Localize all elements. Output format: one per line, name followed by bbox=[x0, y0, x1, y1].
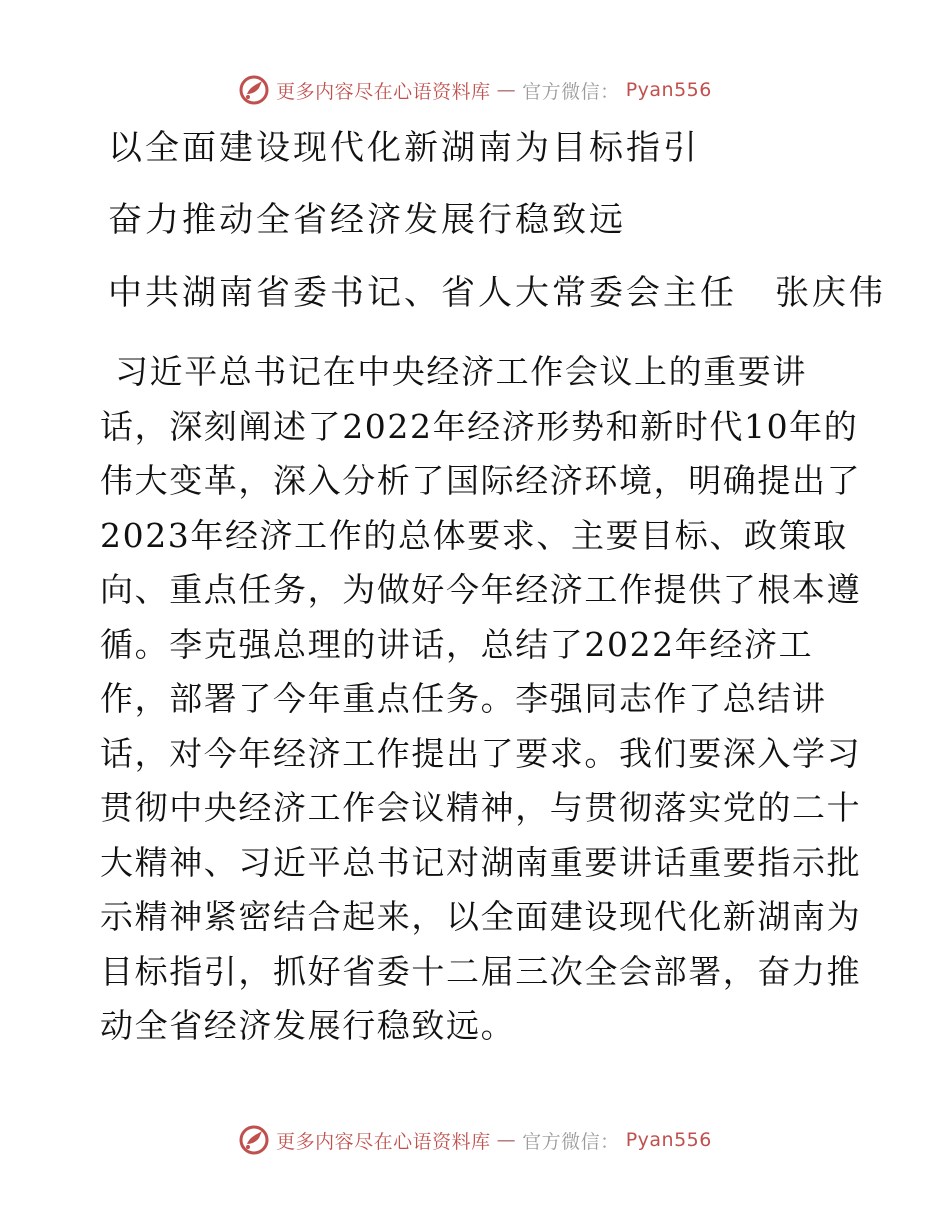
watermark-text: 更多内容尽在心语资料库 bbox=[276, 80, 491, 103]
brand-logo-icon bbox=[238, 74, 270, 106]
watermark-separator: — bbox=[496, 1129, 517, 1151]
body-line: 作，部署了今年重点任务。李强同志作了总结讲 bbox=[100, 679, 827, 718]
author-name: 张庆伟 bbox=[775, 273, 886, 313]
body-line: 向、重点任务，为做好今年经济工作提供了根本遵 bbox=[100, 570, 862, 609]
title-line-1: 以全面建设现代化新湖南为目标指引 bbox=[108, 128, 700, 168]
watermark-wechat-id: Pyan556 bbox=[625, 1129, 712, 1151]
title-line-2: 奋力推动全省经济发展行稳致远 bbox=[108, 200, 626, 240]
watermark-separator: — bbox=[496, 79, 517, 101]
author-line bbox=[108, 273, 886, 313]
body-line: 习近平总书记在中央经济工作会议上的重要讲 bbox=[115, 352, 807, 391]
footer-watermark bbox=[0, 1120, 950, 1160]
watermark-official-label: 官方微信： bbox=[522, 80, 620, 103]
author-position: 中共湖南省委书记、省人大常委会主任 bbox=[108, 273, 737, 313]
header-watermark bbox=[0, 70, 950, 110]
body-line: 2023年经济工作的总体要求、主要目标、政策取 bbox=[100, 515, 848, 555]
body-line: 目标指引，抓好省委十二届三次全会部署，奋力推 bbox=[100, 951, 862, 991]
body-paragraph bbox=[100, 345, 860, 1054]
body-line: 伟大变革，深入分析了国际经济环境，明确提出了 bbox=[100, 461, 862, 500]
body-line: 贯彻中央经济工作会议精神，与贯彻落实党的二十 bbox=[100, 788, 862, 827]
watermark-wechat-id: Pyan556 bbox=[625, 79, 712, 101]
body-line: 动全省经济发展行稳致远。 bbox=[100, 1006, 516, 1045]
body-line: 示精神紧密结合起来，以全面建设现代化新湖南为 bbox=[100, 897, 862, 936]
watermark-text: 更多内容尽在心语资料库 bbox=[276, 1130, 491, 1153]
body-line: 话，深刻阐述了2022年经济形势和新时代10年的 bbox=[100, 406, 859, 446]
body-line: 话，对今年经济工作提出了要求。我们要深入学习 bbox=[100, 733, 862, 773]
brand-logo-icon bbox=[238, 1124, 270, 1156]
body-line: 循。李克强总理的讲话，总结了2022年经济工 bbox=[100, 624, 814, 664]
watermark-official-label: 官方微信： bbox=[522, 1130, 620, 1153]
body-line: 大精神、习近平总书记对湖南重要讲话重要指示批 bbox=[100, 842, 862, 882]
